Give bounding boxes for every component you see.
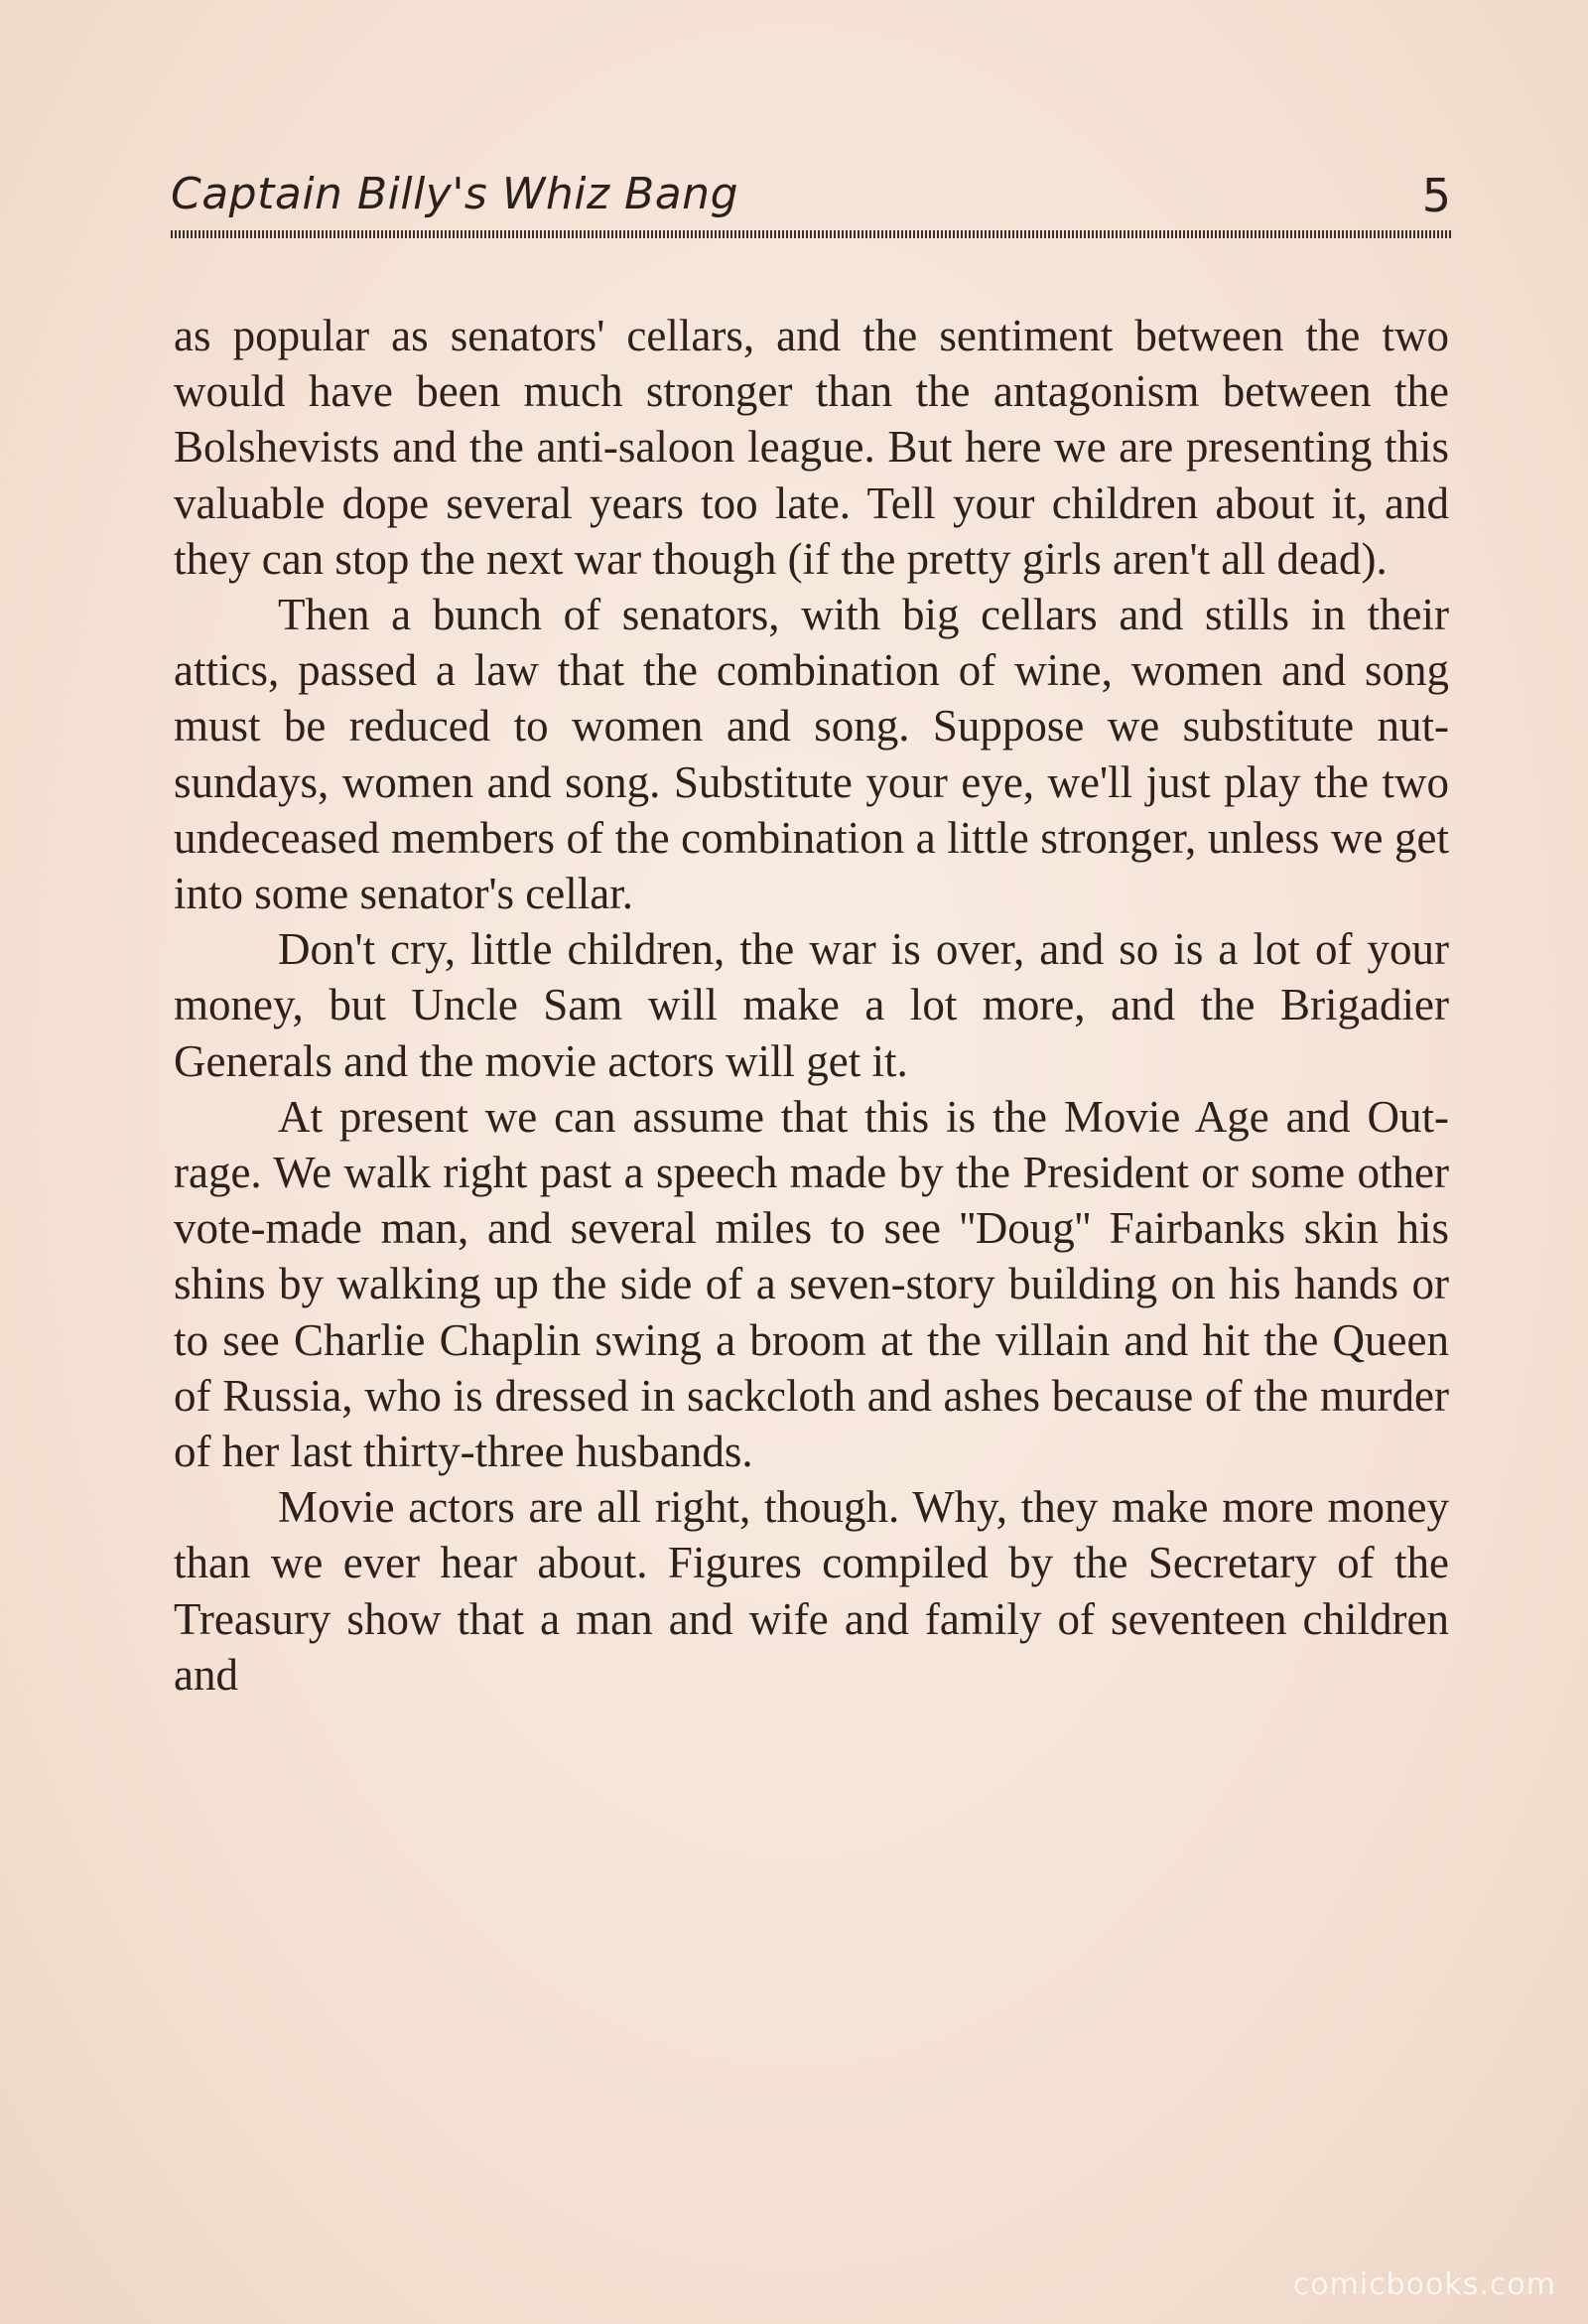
header-rule bbox=[171, 230, 1451, 238]
source-watermark: comicbooks.com bbox=[1292, 2267, 1556, 2302]
paragraph-4: At present we can assume that this is the Movie Age and Out-rage. We walk right past a speech made by the President or some other vote-made man, and several miles to see ''Doug'' Fairbanks skin his shins by walking up the side of a seven-story building on his hands or to see Charlie Chaplin swing a broom at the villain and hit the Queen of Russia, who is dressed in sackcloth and ashes because of the murder of her last thirty-three husbands. bbox=[174, 1091, 1449, 1477]
paragraph-5: Movie actors are all right, though. Why, they make more money than we ever hear about. Figures compiled by the Secretary of the Treasury show that a man and wife and family of seventeen children and bbox=[174, 1482, 1449, 1700]
page-header bbox=[171, 169, 1451, 228]
paragraph-1: as popular as senators' cellars, and the sentiment between the two would have been much stronger than the antagonism between the Bolshevists and the anti-saloon league. But here we are presenting this valuable dope several years too late. Tell your children about it, and they can stop the next war though (if the pretty girls aren't all dead). bbox=[174, 311, 1449, 584]
running-title: Captain Billy's Whiz Bang bbox=[171, 169, 738, 219]
page-number: 5 bbox=[1421, 169, 1451, 222]
paragraph-3: Don't cry, little children, the war is over, and so is a lot of your money, but Uncle Sam will make a lot more, and the Brigadier Generals and the movie actors will get it. bbox=[174, 924, 1449, 1086]
article-body bbox=[174, 308, 1449, 1703]
paragraph-2: Then a bunch of senators, with big cellars and stills in their attics, passed a law that the combination of wine, women and song must be reduced to women and song. Suppose we substitute nut-sundays, women and song. Substitute your eye, we'll just play the two undeceased members of the combination a little stronger, unless we get into some senator's cellar. bbox=[174, 590, 1449, 919]
